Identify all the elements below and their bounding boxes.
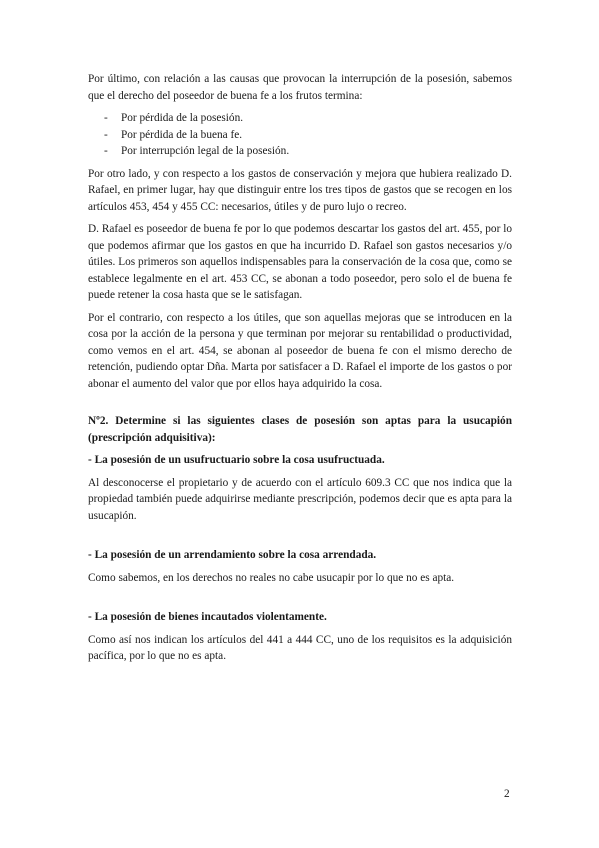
list-item-text: Por pérdida de la buena fe. (121, 128, 243, 141)
paragraph-interrupcion-posesion: Por último, con relación a las causas que provocan la interrupción de la posesión, sabemos que el derecho del poseedor de buena fe a los frutos termina: (88, 73, 512, 102)
paragraph-gastos-utiles: Por el contrario, con respecto a los útiles, que son aquellas mejoras que se introducen en la cosa por la acción de la persona y que terminan por mejorar su rentabilidad o productividad, como vemos en el art. 454, se abonan al poseedor de buena fe con el mismo derecho de retención, pudiendo optar Dña. Marta por satisfacer a D. Rafael el importe de los gastos o por abonar el aumento del valor que por ellos haya adquirido la cosa. (88, 311, 512, 390)
answer-bienes-incautados: Como así nos indican los artículos del 441 a 444 CC, uno de los requisitos es la adquisición pacífica, por lo que no es apta. (88, 633, 512, 662)
causes-list (88, 110, 512, 160)
list-item (88, 127, 512, 144)
list-marker: - (104, 128, 108, 141)
subheading-arrendamiento: - La posesión de un arrendamiento sobre la cosa arrendada. (88, 549, 377, 561)
list-item-text: Por pérdida de la posesión. (121, 112, 244, 124)
list-item (88, 110, 512, 127)
list-marker: - (104, 145, 108, 157)
list-marker: - (104, 112, 108, 124)
list-item-text: Por interrupción legal de la posesión. (121, 145, 290, 157)
answer-arrendamiento: Como sabemos, en los derechos no reales no cabe usucapir por lo que no es apta. (88, 571, 455, 584)
page-number: 2 (504, 788, 510, 800)
answer-usufructuario: Al desconocerse el propietario y de acuerdo con el artículo 609.3 CC que nos indica que la propiedad también puede adquirirse mediante prescripción, podemos decir que es apta para la usucapión. (88, 476, 512, 522)
paragraph-gastos: Por otro lado, y con respecto a los gastos de conservación y mejora que hubiera realizado D. Rafael, en primer lugar, hay que distinguir entre los tres tipos de gastos que se recogen en los artículos 453, 454 y 455 CC: necesarios, útiles y de puro lujo o recreo. (88, 167, 512, 213)
list-item (88, 143, 512, 160)
subheading-bienes-incautados: - La posesión de bienes incautados violentamente. (88, 611, 327, 623)
page-body (88, 71, 512, 665)
paragraph-poseedor-buena-fe: D. Rafael es poseedor de buena fe por lo que podemos descartar los gastos del art. 455, por lo que podemos afirmar que los gastos en que ha incurrido D. Rafael son gastos necesarios y/o útiles. Los primeros son aquellos indispensables para la conservación de la cosa que, como se establece legalmente en el art. 453 CC, se abonan a todo poseedor, pero solo el de buena fe puede retener la cosa hasta que se le satisfagan. (88, 223, 512, 301)
subheading-usufructuario: - La posesión de un usufructuario sobre la cosa usufructuada. (88, 454, 385, 466)
question-2-heading: Nº2. Determine si las siguientes clases de posesión son aptas para la usucapión (prescripción adquisitiva): (88, 415, 512, 444)
